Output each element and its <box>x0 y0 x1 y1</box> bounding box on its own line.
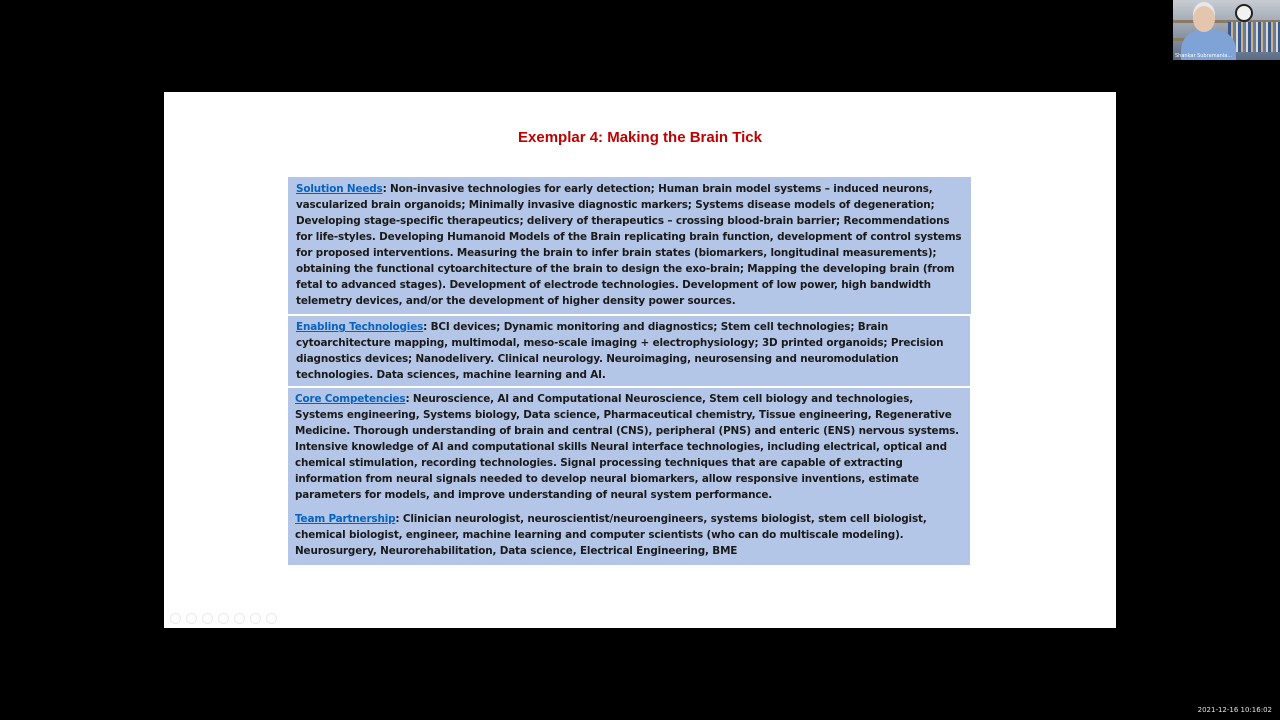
zoom-icon[interactable] <box>234 613 245 624</box>
core-and-team-box <box>288 388 970 565</box>
next-slide-icon[interactable] <box>186 613 197 624</box>
all-slides-icon[interactable] <box>218 613 229 624</box>
slideshow-controls <box>170 613 277 624</box>
slide-title: Exemplar 4: Making the Brain Tick <box>518 129 762 146</box>
enabling-technologies-box <box>288 316 970 386</box>
team-partnership-text: : Clinician neurologist, neuroscientist/neuroengineers, systems biologist, stem cell biologist, chemical biologist, engineer, machine learning and computer scientists (who can do multiscale modeling). Neurosurgery, Neurorehabilitation, Data science, Electrical Engineering, BME <box>295 513 927 557</box>
enabling-technologies-paragraph <box>296 319 962 383</box>
participant-video-thumbnail[interactable] <box>1173 0 1280 60</box>
team-partnership-paragraph <box>295 511 963 559</box>
team-partnership-link[interactable]: Team Partnership <box>295 513 396 525</box>
enabling-technologies-text: : BCI devices; Dynamic monitoring and diagnostics; Stem cell technologies; Brain cytoarchitecture mapping, multimodal, meso-scale imaging + electrophysiology; 3D printed organoids; Precision diagnostics devices; Nanodelivery. Clinical neurology. Neuroimaging, neurosensing and neuromodulation technologies. Data sciences, machine learning and AI. <box>296 321 944 381</box>
participant-name-label: Shankar Subramania... <box>1175 53 1233 59</box>
more-options-icon[interactable] <box>266 613 277 624</box>
solution-needs-text: : Non-invasive technologies for early detection; Human brain model systems – induced neurons, vascularized brain organoids; Minimally invasive diagnostic markers; Systems disease models of degeneration; Developing stage-specific therapeutics; delivery of therapeutics – crossing blood-brain barrier; Recommendations for life-styles. Developing Humanoid Models of the Brain replicating brain function, development of control systems for proposed interventions. Measuring the brain to infer brain states (biomarkers, longitudinal measurements); obtaining the functional cytoarchitecture of the brain to design the exo-brain; Mapping the developing brain (from fetal to advanced stages). Development of electrode technologies. Development of low power, high bandwidth telemetry devices, and/or the development of higher density power sources. <box>296 183 962 307</box>
core-competencies-link[interactable]: Core Competencies <box>295 393 406 405</box>
solution-needs-paragraph <box>296 181 963 309</box>
solution-needs-box <box>288 177 971 314</box>
participant-head <box>1193 6 1215 32</box>
subtitles-icon[interactable] <box>250 613 261 624</box>
recording-timestamp: 2021-12-16 10:16:02 <box>1197 706 1272 714</box>
previous-slide-icon[interactable] <box>170 613 181 624</box>
presentation-slide <box>164 92 1116 628</box>
wall-clock-decor <box>1235 4 1253 22</box>
core-competencies-text: : Neuroscience, AI and Computational Neuroscience, Stem cell biology and technologies, Systems engineering, Systems biology, Data science, Pharmaceutical chemistry, Tissue engineering, Regenerative Medicine. Thorough understanding of brain and central (CNS), peripheral (PNS) and enteric (ENS) nervous systems. Intensive knowledge of AI and computational skills Neural interface technologies, including electrical, optical and chemical stimulation, recording technologies. Signal processing techniques that are capable of extracting information from neural signals needed to develop neural biomarkers, allow responsive inventions, estimate parameters for models, and improve understanding of neural system performance. <box>295 393 959 501</box>
solution-needs-link[interactable]: Solution Needs <box>296 183 383 195</box>
pen-icon[interactable] <box>202 613 213 624</box>
enabling-technologies-link[interactable]: Enabling Technologies <box>296 321 424 333</box>
core-competencies-paragraph <box>295 391 963 503</box>
